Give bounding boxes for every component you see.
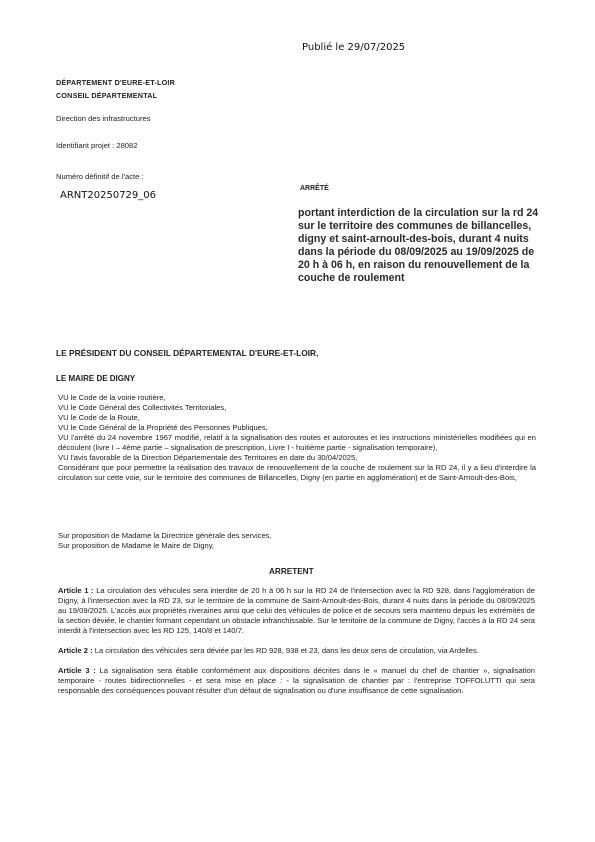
council-name: CONSEIL DÉPARTEMENTAL — [56, 91, 158, 100]
decree-title: portant interdiction de la circulation sur la rd 24 sur le territoire des communes de billancelles, digny et saint-arnoult-des-bois, durant 4 nuits dans la période du 08/09/2025 au 19/09/2025 de 20 h à 06 h, en raison du renouvellement de la couche de roulement — [298, 207, 539, 284]
consideration-line: VU l'avis favorable de la Direction Départementale des Territoires en date du 30/04/2025, — [58, 453, 358, 462]
article-2-title: Article 2 : — [58, 646, 93, 655]
consideration-line: VU le Code Général de la Propriété des Personnes Publiques, — [58, 423, 268, 432]
consideration-line: VU le Code Général des Collectivités Territoriales, — [58, 403, 227, 412]
consideration-line: VU l'arrêté du 24 novembre 1967 modifié, relatif à la signalisation des routes et autoroutes et les instructions ministérielles modifiées qui en découlent (livre I – 4ème partie – signalisation de prescription, Livre I - huitième partie - signalisation temporaire), — [58, 433, 536, 452]
article-1-title: Article 1 : — [58, 586, 94, 595]
proposal-line: Sur proposition de Madame la Directrice générale des services, — [58, 531, 272, 540]
arretent-heading: ARRETENT — [269, 567, 314, 576]
proposals-block — [58, 531, 272, 551]
article-3-text: La signalisation sera établie conformément aux dispositions décrites dans le « manuel du chef de chantier », signalisation temporaire - routes bidirectionnelles - et sera mise en place : - la signalisation de chantier par : l'entreprise TOFFOLUTTI qui sera responsable des conséquences pouvant résulter d'un défaut de signalisation ou d'une insuffisance de cette signalisation. — [58, 666, 536, 695]
article-3 — [58, 666, 535, 696]
act-number: ARNT20250729_06 — [60, 190, 157, 201]
mayor-heading: LE MAIRE DE DIGNY — [56, 374, 136, 383]
article-1 — [58, 586, 535, 636]
consideration-line: VU le Code de la Route, — [58, 413, 140, 422]
article-2 — [58, 646, 535, 656]
consideration-line: VU le Code de la voirie routière, — [58, 393, 166, 402]
issuer-block — [56, 78, 175, 104]
articles-block — [58, 586, 535, 706]
article-2-text: La circulation des véhicules sera déviée par les RD 928, 938 et 23, dans les deux sens de circulation, via Ardelles. — [92, 646, 479, 655]
department-name: DÉPARTEMENT D'EURE-ET-LOIR — [56, 78, 175, 87]
considerations-block — [58, 393, 536, 483]
direction-label: Direction des infrastructures — [56, 114, 151, 123]
project-identifier: Identifiant projet : 28082 — [56, 141, 138, 150]
proposal-line: Sur proposition de Madame le Maire de Digny, — [58, 541, 215, 550]
consideration-line: Considérant que pour permettre la réalisation des travaux de renouvellement de la couche de roulement sur la RD 24, il y a lieu d'interdire la circulation sur cette voie, sur le territoire des communes de Billancelles, Digny (en partie en agglomération) et de Saint-Arnoult-des-Bois, — [58, 463, 536, 482]
publication-date: Publié le 29/07/2025 — [302, 42, 406, 53]
article-3-title: Article 3 : — [58, 666, 96, 675]
president-heading: LE PRÉSIDENT DU CONSEIL DÉPARTEMENTAL D'EURE-ET-LOIR, — [56, 348, 319, 358]
act-number-label: Numéro définitif de l'acte : — [56, 172, 144, 181]
decree-label: ARRÊTÉ — [300, 185, 329, 192]
article-1-text: La circulation des véhicules sera interdite de 20 h à 06 h sur la RD 24 de l'intersection avec la RD 928, dans l'agglomération de Digny, à l'intersection avec la RD 23, sur le territoire de la commune de Saint-Arnoult-des-Bois, durant 4 nuits dans la période du 08/09/2025 au 19/09/2025. L'accès aux propriétés riveraines ainsi que celui des véhicules de police et de secours sera maintenu depuis les extrémités de la section déviée, le chantier formant cependant un obstacle infranchissable. Sur le territoire de la commune de Digny, l'accès à la RD 24 sera interdit à l'intersection avec les RD 125, 140/8 et 140/7. — [58, 586, 536, 635]
